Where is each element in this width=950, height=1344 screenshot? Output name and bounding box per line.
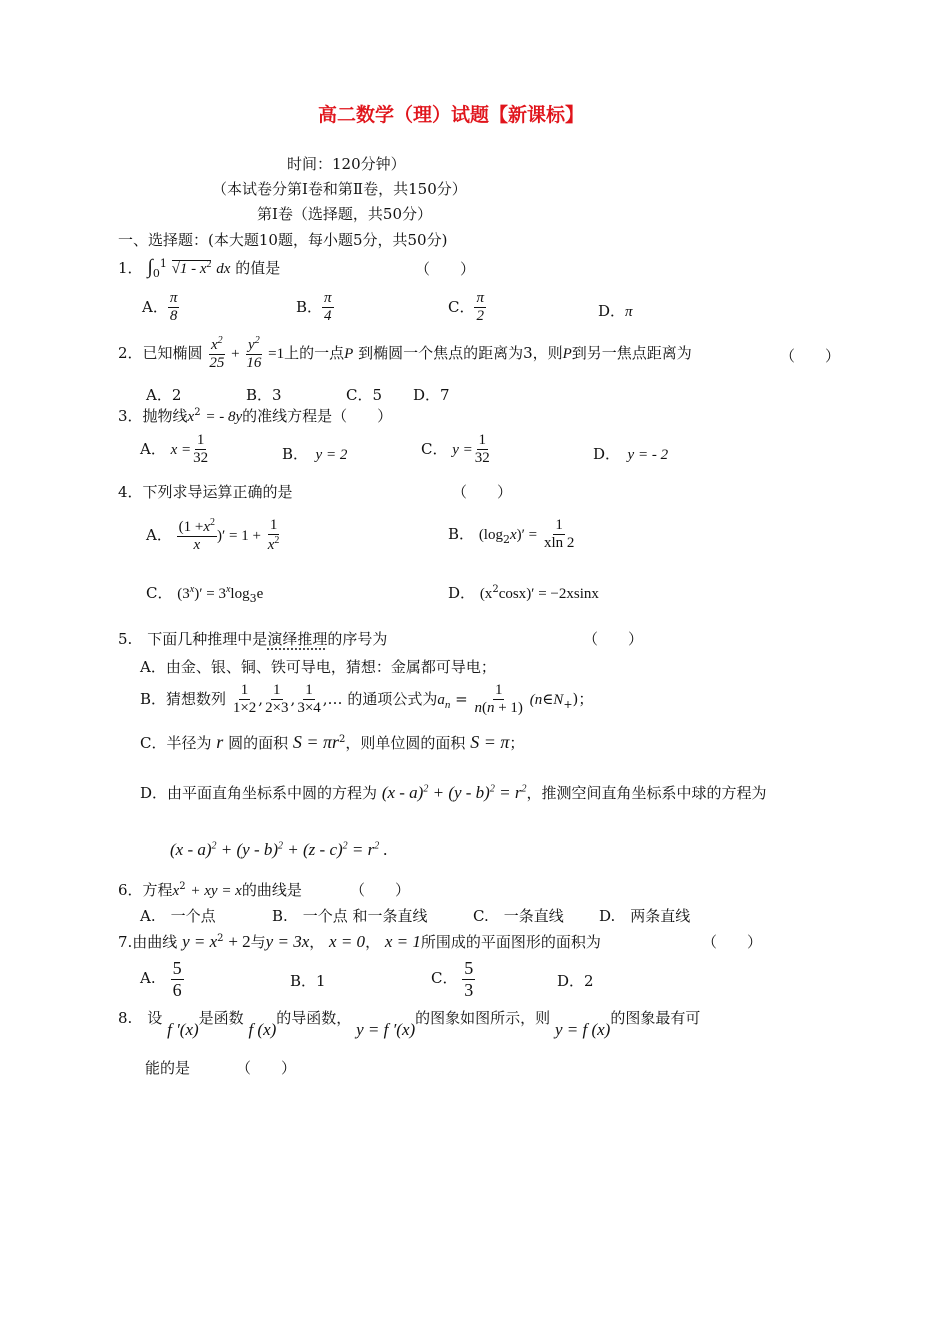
question-2: 2．已知椭圆 $\frac{x^2}{25}$ + $\frac{y^2}{16}$ =1上的一点P 到椭圆一个焦点的距离为3，则P到另一焦点距离为 [118, 335, 692, 372]
q5-sphere-equation: $(x - a)^2 + (y - b)^2 + (z - c)^2 = r^2$ . [170, 840, 388, 859]
q6-option-a: A. 一个点 [140, 907, 216, 925]
q4-option-c: C． $(3^x)' = 3^x\log_3e$ [146, 584, 264, 605]
q4-option-b: B． $(\log_2x)'$ = $\frac{1}{xln 2}$ [448, 517, 575, 552]
question-3: 3．抛物线$x^2$ = - 8y的准线方程是（ ） [118, 407, 393, 425]
question-1-answer-paren: （ ） [415, 260, 476, 278]
question-4-answer-paren: （ ） [452, 483, 513, 501]
question-6: 6．方程$x^2$ + xy = x的曲线是 [118, 881, 302, 899]
question-8-line-2: 能的是 [145, 1059, 191, 1077]
q1-option-c: C． $\frac{\pi}{2}$ [448, 290, 484, 325]
q2-option-c: C．5 [346, 386, 383, 404]
q4-option-d: D． $(x^2\cos x)' = -2xsinx$ [448, 584, 599, 602]
question-6-answer-paren: （ ） [350, 881, 411, 899]
q6-option-b: B. 一个点 和一条直线 [272, 907, 428, 925]
q4-option-a: A． $\frac{(1 +x^2}{x}$ )′ = 1 + $\frac{1}{x^2}$ [146, 517, 280, 554]
q5-option-b: B．猜想数列 $\frac{1}{1\times 2}$ , $\frac{1}{2\times 3}$ , $\frac{1}{3\times 4}$ ,… 的通项公式为$a_n$ = $\frac{1}{n(n + 1)}$ $(n\in N_+)$； [140, 682, 594, 717]
q3-option-d: D． y = - 2 [593, 445, 669, 463]
question-5: 5. 下面几种推理中是演绎推理的序号为 [118, 630, 388, 648]
q7-option-b: B．1 [290, 972, 326, 990]
question-8-answer-paren: （ ） [236, 1059, 297, 1077]
question-7: 7.由曲线 $y = x^2 + 2$与y = 3x， x = 0， x = 1所围成的平面图形的面积为 [118, 932, 601, 951]
exam-note: （本试卷分第Ⅰ卷和第Ⅱ卷，共150分） [212, 180, 467, 198]
q1-option-a: A． $\frac{\pi}{8}$ [142, 290, 178, 325]
q1-option-b: B． $\frac{\pi}{4}$ [296, 290, 332, 325]
q6-option-c: C. 一条直线 [473, 907, 564, 925]
exam-time: 时间：120分钟） [287, 155, 406, 173]
question-1: 1． $\int_0^1$ $√1 - x^2$ dx 的值是 [118, 256, 281, 280]
question-7-answer-paren: （ ） [702, 933, 763, 951]
q6-option-d: D. 两条直线 [599, 907, 691, 925]
question-4: 4．下列求导运算正确的是 [118, 483, 293, 501]
q7-option-d: D．2 [557, 972, 594, 990]
q5-option-d: D．由平面直角坐标系中圆的方程为 $(x - a)^2 + (y - b)^2 = r^2$，推测空间直角坐标系中球的方程为 [140, 783, 767, 802]
question-5-answer-paren: （ ） [583, 630, 644, 648]
q3-option-b: B． y = 2 [282, 445, 348, 463]
q1-option-d: D．π [598, 302, 633, 320]
question-2-answer-paren: （ ） [780, 347, 841, 365]
q2-option-b: B．3 [246, 386, 282, 404]
q3-option-a: A． x = $\frac{1}{32}$ [140, 432, 209, 467]
q3-option-c: C． y = $\frac{1}{32}$ [421, 432, 490, 467]
q5-option-a: A．由金、银、铜、铁可导电，猜想：金属都可导电； [140, 658, 496, 676]
part-one-heading: 第Ⅰ卷（选择题，共50分） [257, 205, 433, 223]
q7-option-c: C． $\frac{5}{3}$ [431, 958, 474, 1000]
q5-option-c: C．半径为 r 圆的面积 $S = \pi r^2$，则单位圆的面积 S = π； [140, 732, 525, 752]
page-title: 高二数学（理）试题【新课标】 [318, 104, 585, 126]
q2-option-d: D．7 [413, 386, 450, 404]
q2-option-a: A．2 [146, 386, 182, 404]
q7-option-a: A. $\frac{5}{6}$ [140, 958, 182, 1000]
section-heading: 一、选择题：(本大题10题，每小题5分，共50分) [118, 231, 448, 249]
question-8: 8. 设 f ′(x)是函数 f (x)的导函数， y = f ′(x)的图象如图所示，则 y = f (x)的图象最有可 [118, 1009, 701, 1039]
